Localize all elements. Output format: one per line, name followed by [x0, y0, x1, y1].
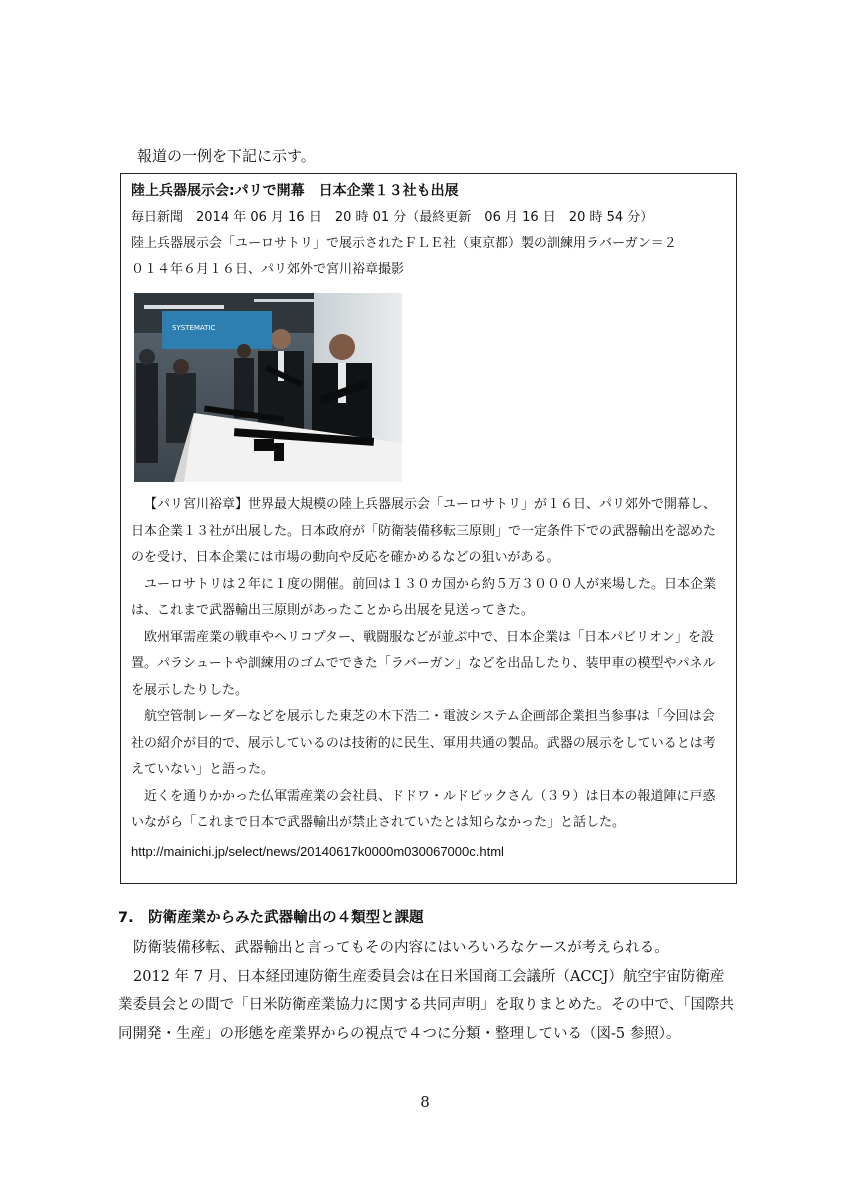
- news-article-box: [120, 173, 737, 884]
- section-heading: 7. 防衛産業からみた武器輸出の４類型と課題: [118, 910, 424, 926]
- article-paragraph: 欧州軍需産業の戦車やヘリコプター、戦闘服などが並ぶ中で、日本企業は「日本パビリオン」を設置。パラシュートや訓練用のゴムでできた「ラバーガン」などを出品したり、装甲車の模型やパネルを展示したりした。: [131, 629, 716, 698]
- section-body: [118, 934, 738, 1048]
- article-paragraph: 【パリ宮川裕章】世界最大規模の陸上兵器展示会「ユーロサトリ」が１６日、パリ郊外で開幕し、日本企業１３社が出展した。日本政府が「防衛装備移転三原則」で一定条件下での武器輸出を認めたのを受け、日本企業には市場の動向や反応を確かめるなどの狙いがある。: [131, 497, 717, 565]
- article-photo: [134, 293, 402, 482]
- section-paragraph: 2012 年 7 月、日本経団連防衛生産委員会は在日米国商工会議所（ACCJ）航空宇宙防衛産業委員会との間で「日米防衛産業協力に関する共同声明」を取りまとめた。その中で、「国際共同開発・生産」の形態を産業界からの視点で４つに分類・整理している（図-5 参照）。: [118, 968, 734, 1042]
- article-url: http://mainichi.jp/select/news/20140617k0000m030067000c.html: [131, 843, 504, 859]
- intro-text: 報道の一例を下記に示す。: [137, 147, 316, 165]
- booth-sign-text: SYSTEMATIC: [172, 324, 216, 332]
- page-number: 8: [420, 1093, 430, 1111]
- article-meta: 毎日新聞 2014 年 06 月 16 日 20 時 01 分（最終更新 06 月 16 日 20 時 54 分）: [131, 210, 654, 225]
- article-paragraph: 航空管制レーダーなどを展示した東芝の木下浩二・電波システム企画部企業担当参事は「今回は会社の紹介が目的で、展示しているのは技術的に民生、軍用共通の製品。武器の展示をしているとは考えていない」と語った。: [131, 709, 716, 777]
- article-paragraph: 近くを通りかかった仏軍需産業の会社員、ドドワ・ルドビックさん（３９）は日本の報道陣に戸惑いながら「これまで日本で武器輸出が禁止されていたとは知らなかった」と話した。: [131, 788, 716, 830]
- section-paragraph: 防衛装備移転、武器輸出と言ってもその内容にはいろいろなケースが考えられる。: [133, 940, 669, 956]
- article-headline: 陸上兵器展示会:パリで開幕 日本企業１３社も出展: [131, 183, 459, 199]
- photo-caption-line-1: 陸上兵器展示会「ユーロサトリ」で展示されたＦＬＥ社（東京都）製の訓練用ラバーガン＝２: [131, 236, 677, 251]
- article-body: [131, 492, 726, 837]
- article-paragraph: ユーロサトリは２年に１度の開催。前回は１３０カ国から約５万３０００人が来場した。日本企業は、これまで武器輸出三原則があったことから出展を見送ってきた。: [131, 576, 717, 618]
- photo-caption-line-2: ０１４年６月１６日、パリ郊外で宮川裕章撮影: [131, 262, 405, 277]
